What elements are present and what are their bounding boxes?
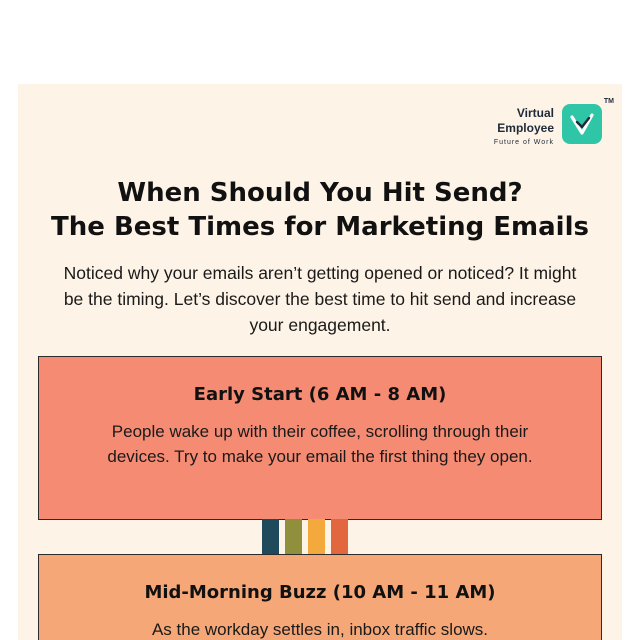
divider-stripe xyxy=(331,519,348,555)
intro-text: Noticed why your emails aren’t getting opened or noticed? It might be the timing. Let’s discover the best time to hit send and increase your engagement. xyxy=(63,263,577,335)
brand-name-line1: Virtual xyxy=(516,106,554,120)
title-line-1: When Should You Hit Send? xyxy=(117,178,523,208)
section-body: As the workday settles in, inbox traffic slows. xyxy=(151,620,489,639)
section-card-early-start xyxy=(38,356,602,520)
section-title: Early Start (6 AM - 8 AM) xyxy=(193,384,447,405)
brand-logo-block xyxy=(493,98,614,146)
page-title xyxy=(18,176,622,244)
divider-stripe xyxy=(308,519,325,555)
brand-tagline: Future of Work xyxy=(493,139,554,146)
checkmark-v-icon xyxy=(562,98,614,144)
section-card-mid-morning xyxy=(38,554,602,640)
section-title: Mid-Morning Buzz (10 AM - 11 AM) xyxy=(144,582,496,603)
brand-text xyxy=(494,106,554,146)
trademark-mark: TM xyxy=(603,98,614,105)
divider-stripe xyxy=(285,519,302,555)
brand-name-line2: Employee xyxy=(497,121,554,135)
logo-mark xyxy=(567,109,597,139)
infographic-poster xyxy=(18,84,622,640)
title-line-2: The Best Times for Marketing Emails xyxy=(51,212,589,242)
divider-stripe xyxy=(262,519,279,555)
section-body: People wake up with their coffee, scrolling through their devices. Try to make your email the first thing they open. xyxy=(107,422,533,466)
color-divider xyxy=(262,519,348,555)
